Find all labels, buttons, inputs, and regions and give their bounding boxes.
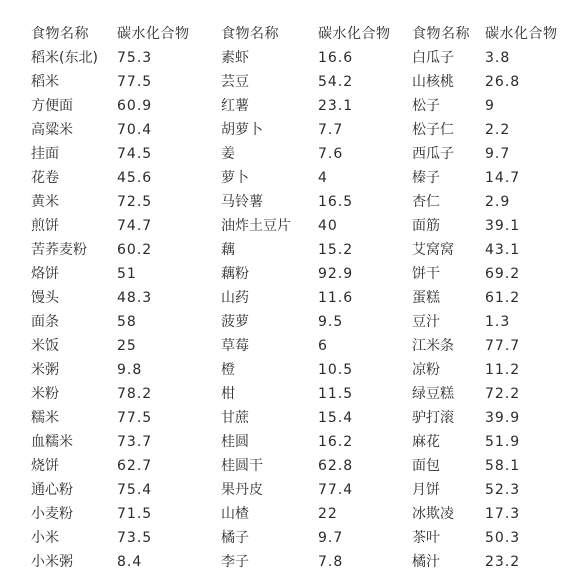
food-name-cell: 面筋: [412, 218, 440, 234]
food-name-cell: 驴打滚: [412, 410, 454, 426]
table-row: [31, 478, 575, 502]
food-name-cell: 橘汁: [412, 554, 440, 570]
food-name-cell: 藕: [221, 242, 235, 258]
food-name-cell: 小米粥: [31, 554, 73, 570]
carbohydrate-value-cell: 16.5: [318, 194, 354, 210]
table-row: [31, 262, 575, 286]
food-name-cell: 月饼: [412, 482, 440, 498]
food-name-cell: 杏仁: [412, 194, 440, 210]
table-row: [31, 334, 575, 358]
table-row: [31, 550, 575, 574]
carbohydrate-value-cell: 60.2: [117, 242, 153, 258]
table-row: [31, 190, 575, 214]
header-food-name-1: 食物名称: [31, 26, 89, 42]
food-name-cell: 血糯米: [31, 434, 73, 450]
carbohydrate-value-cell: 54.2: [318, 74, 354, 90]
carbohydrate-table: [31, 22, 575, 574]
food-name-cell: 烧饼: [31, 458, 59, 474]
food-name-cell: 菠萝: [221, 314, 249, 330]
food-name-cell: 甘蔗: [221, 410, 249, 426]
carbohydrate-value-cell: 16.6: [318, 50, 354, 66]
header-carbohydrate-2: 碳水化合物: [318, 26, 391, 42]
carbohydrate-value-cell: 11.2: [485, 362, 521, 378]
carbohydrate-value-cell: 22: [318, 506, 338, 522]
carbohydrate-value-cell: 6: [318, 338, 328, 354]
food-name-cell: 芸豆: [221, 74, 249, 90]
carbohydrate-value-cell: 92.9: [318, 266, 354, 282]
food-name-cell: 麻花: [412, 434, 440, 450]
carbohydrate-value-cell: 7.7: [318, 122, 344, 138]
carbohydrate-value-cell: 4: [318, 170, 328, 186]
carbohydrate-value-cell: 39.1: [485, 218, 521, 234]
carbohydrate-value-cell: 26.8: [485, 74, 521, 90]
food-name-cell: 红薯: [221, 98, 249, 114]
table-row: [31, 502, 575, 526]
carbohydrate-value-cell: 77.5: [117, 410, 153, 426]
food-name-cell: 山药: [221, 290, 249, 306]
food-name-cell: 绿豆糕: [412, 386, 454, 402]
food-name-cell: 通心粉: [31, 482, 73, 498]
table-row: [31, 382, 575, 406]
food-name-cell: 煎饼: [31, 218, 59, 234]
food-name-cell: 胡萝卜: [221, 122, 263, 138]
table-row: [31, 238, 575, 262]
carbohydrate-value-cell: 2.2: [485, 122, 511, 138]
carbohydrate-value-cell: 3.8: [485, 50, 511, 66]
food-name-cell: 茶叶: [412, 530, 440, 546]
carbohydrate-value-cell: 9.8: [117, 362, 143, 378]
header-carbohydrate-1: 碳水化合物: [117, 26, 190, 42]
food-name-cell: 馒头: [31, 290, 59, 306]
food-name-cell: 糯米: [31, 410, 59, 426]
table-row: [31, 46, 575, 70]
header-row: [31, 22, 575, 46]
carbohydrate-value-cell: 73.5: [117, 530, 153, 546]
carbohydrate-value-cell: 8.4: [117, 554, 143, 570]
food-name-cell: 豆汁: [412, 314, 440, 330]
header-food-name-2: 食物名称: [221, 26, 279, 42]
food-name-cell: 榛子: [412, 170, 440, 186]
carbohydrate-value-cell: 45.6: [117, 170, 153, 186]
carbohydrate-value-cell: 75.4: [117, 482, 153, 498]
food-name-cell: 饼干: [412, 266, 440, 282]
food-name-cell: 烙饼: [31, 266, 59, 282]
carbohydrate-value-cell: 1.3: [485, 314, 511, 330]
carbohydrate-value-cell: 14.7: [485, 170, 521, 186]
carbohydrate-value-cell: 17.3: [485, 506, 521, 522]
carbohydrate-value-cell: 23.1: [318, 98, 354, 114]
food-name-cell: 橘子: [221, 530, 249, 546]
food-name-cell: 冰欺凌: [412, 506, 454, 522]
food-name-cell: 小麦粉: [31, 506, 73, 522]
carbohydrate-value-cell: 62.8: [318, 458, 354, 474]
food-name-cell: 米粉: [31, 386, 59, 402]
food-name-cell: 柑: [221, 386, 235, 402]
carbohydrate-value-cell: 39.9: [485, 410, 521, 426]
food-name-cell: 李子: [221, 554, 249, 570]
carbohydrate-value-cell: 73.7: [117, 434, 153, 450]
table-row: [31, 430, 575, 454]
food-name-cell: 高粱米: [31, 122, 73, 138]
carbohydrate-value-cell: 23.2: [485, 554, 521, 570]
carbohydrate-value-cell: 50.3: [485, 530, 521, 546]
food-name-cell: 西瓜子: [412, 146, 454, 162]
food-name-cell: 花卷: [31, 170, 59, 186]
carbohydrate-value-cell: 16.2: [318, 434, 354, 450]
table-row: [31, 70, 575, 94]
carbohydrate-value-cell: 11.5: [318, 386, 354, 402]
table-row: [31, 94, 575, 118]
table-row: [31, 286, 575, 310]
carbohydrate-value-cell: 60.9: [117, 98, 153, 114]
food-name-cell: 山核桃: [412, 74, 454, 90]
carbohydrate-value-cell: 15.4: [318, 410, 354, 426]
food-name-cell: 油炸土豆片: [221, 218, 291, 234]
food-name-cell: 黄米: [31, 194, 59, 210]
food-name-cell: 艾窝窝: [412, 242, 454, 258]
food-name-cell: 藕粉: [221, 266, 249, 282]
carbohydrate-value-cell: 58: [117, 314, 137, 330]
food-name-cell: 江米条: [412, 338, 454, 354]
food-name-cell: 苦荞麦粉: [31, 242, 87, 258]
carbohydrate-value-cell: 11.6: [318, 290, 354, 306]
food-name-cell: 稻米(东北): [31, 50, 98, 66]
food-name-cell: 稻米: [31, 74, 59, 90]
food-name-cell: 米粥: [31, 362, 59, 378]
carbohydrate-value-cell: 25: [117, 338, 137, 354]
food-name-cell: 小米: [31, 530, 59, 546]
food-name-cell: 橙: [221, 362, 235, 378]
carbohydrate-value-cell: 72.2: [485, 386, 521, 402]
food-name-cell: 松子仁: [412, 122, 454, 138]
carbohydrate-value-cell: 58.1: [485, 458, 521, 474]
food-name-cell: 凉粉: [412, 362, 440, 378]
food-name-cell: 蛋糕: [412, 290, 440, 306]
carbohydrate-value-cell: 48.3: [117, 290, 153, 306]
carbohydrate-value-cell: 7.8: [318, 554, 344, 570]
carbohydrate-value-cell: 77.5: [117, 74, 153, 90]
table-row: [31, 142, 575, 166]
food-name-cell: 米饭: [31, 338, 59, 354]
food-name-cell: 马铃薯: [221, 194, 263, 210]
food-name-cell: 萝卜: [221, 170, 249, 186]
carbohydrate-value-cell: 9.7: [485, 146, 511, 162]
food-name-cell: 桂圆: [221, 434, 249, 450]
table-row: [31, 358, 575, 382]
carbohydrate-value-cell: 2.9: [485, 194, 511, 210]
food-name-cell: 桂圆干: [221, 458, 263, 474]
carbohydrate-value-cell: 78.2: [117, 386, 153, 402]
carbohydrate-value-cell: 10.5: [318, 362, 354, 378]
carbohydrate-value-cell: 9.5: [318, 314, 344, 330]
table-row: [31, 214, 575, 238]
carbohydrate-value-cell: 74.7: [117, 218, 153, 234]
food-name-cell: 方便面: [31, 98, 73, 114]
carbohydrate-value-cell: 74.5: [117, 146, 153, 162]
carbohydrate-value-cell: 43.1: [485, 242, 521, 258]
food-name-cell: 面包: [412, 458, 440, 474]
header-carbohydrate-3: 碳水化合物: [485, 26, 558, 42]
carbohydrate-value-cell: 69.2: [485, 266, 521, 282]
table-row: [31, 118, 575, 142]
carbohydrate-value-cell: 72.5: [117, 194, 153, 210]
header-food-name-3: 食物名称: [412, 26, 470, 42]
carbohydrate-value-cell: 51.9: [485, 434, 521, 450]
carbohydrate-value-cell: 70.4: [117, 122, 153, 138]
carbohydrate-value-cell: 9.7: [318, 530, 344, 546]
food-name-cell: 白瓜子: [412, 50, 454, 66]
carbohydrate-value-cell: 9: [485, 98, 495, 114]
carbohydrate-value-cell: 62.7: [117, 458, 153, 474]
carbohydrate-value-cell: 51: [117, 266, 137, 282]
table-row: [31, 454, 575, 478]
carbohydrate-value-cell: 71.5: [117, 506, 153, 522]
carbohydrate-value-cell: 15.2: [318, 242, 354, 258]
food-name-cell: 素虾: [221, 50, 249, 66]
table-row: [31, 166, 575, 190]
food-name-cell: 松子: [412, 98, 440, 114]
carbohydrate-value-cell: 7.6: [318, 146, 344, 162]
table-row: [31, 526, 575, 550]
food-name-cell: 草莓: [221, 338, 249, 354]
carbohydrate-value-cell: 40: [318, 218, 338, 234]
food-name-cell: 姜: [221, 146, 235, 162]
food-name-cell: 果丹皮: [221, 482, 263, 498]
carbohydrate-value-cell: 77.4: [318, 482, 354, 498]
carbohydrate-value-cell: 77.7: [485, 338, 521, 354]
carbohydrate-value-cell: 61.2: [485, 290, 521, 306]
food-name-cell: 面条: [31, 314, 59, 330]
carbohydrate-value-cell: 52.3: [485, 482, 521, 498]
food-name-cell: 山楂: [221, 506, 249, 522]
food-name-cell: 挂面: [31, 146, 59, 162]
table-row: [31, 406, 575, 430]
carbohydrate-value-cell: 75.3: [117, 50, 153, 66]
table-row: [31, 310, 575, 334]
